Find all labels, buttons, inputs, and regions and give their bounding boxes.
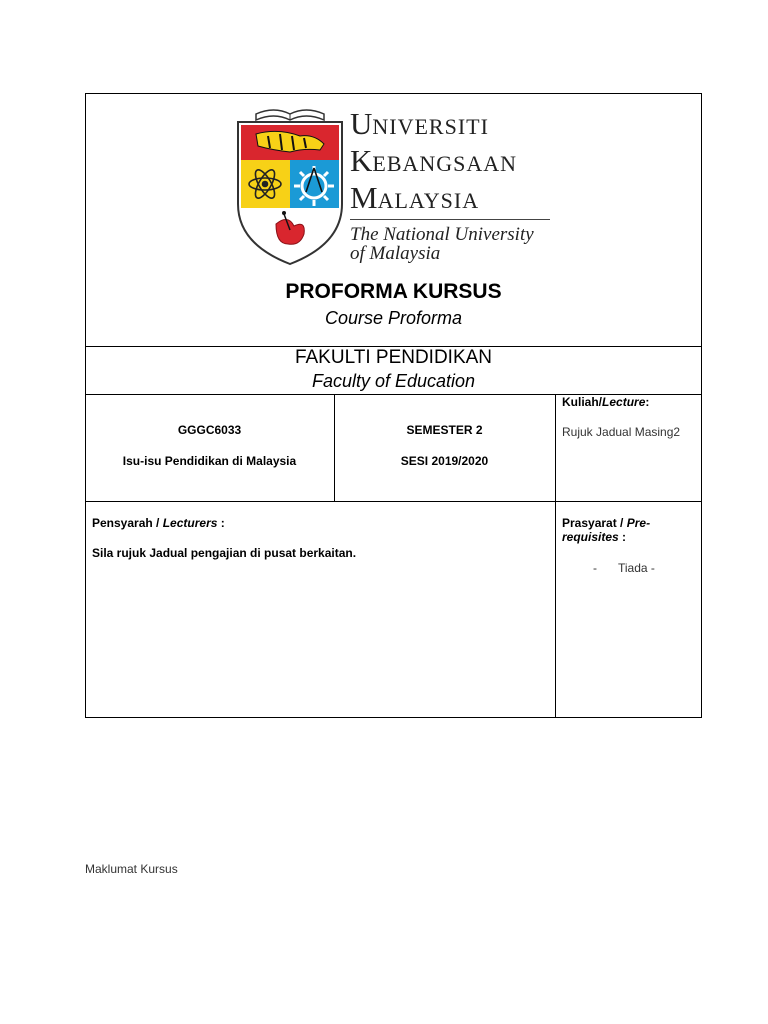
lecturers-value: Sila rujuk Jadual pengajian di pusat berkaitan.: [92, 546, 357, 560]
col-divider-1: [334, 394, 335, 501]
page-title: PROFORMA KURSUS: [285, 280, 502, 303]
course-code: GGGC6033: [177, 423, 242, 437]
prerequisites-label: Prasyarat / Pre-: [562, 516, 651, 530]
prerequisites-value: Tiada -: [618, 561, 655, 575]
lecture-label: Kuliah/Lecture:: [562, 395, 650, 409]
faculty-name-en: Faculty of Education: [311, 371, 476, 391]
university-name-line-1: UNIVERSITI: [350, 106, 489, 141]
course-name: Isu-isu Pendidikan di Malaysia: [122, 454, 297, 468]
university-logo: [234, 104, 554, 272]
lecturers-label: Pensyarah / Lecturers :: [92, 516, 225, 530]
university-name-line-2: KEBANGSAAN: [350, 143, 518, 178]
col-divider-2: [555, 394, 556, 718]
session: SESI 2019/2020: [400, 454, 489, 468]
university-tagline-1: The National University: [350, 224, 534, 245]
prerequisites-dash: -: [593, 561, 597, 575]
university-tagline-2: of Malaysia: [350, 243, 441, 264]
university-crest-icon: [234, 104, 346, 268]
faculty-name: FAKULTI PENDIDIKAN: [294, 347, 493, 368]
semester: SEMESTER 2: [406, 423, 483, 437]
row-divider-course: [85, 501, 702, 502]
prerequisites-label-cont: requisites :: [562, 530, 627, 544]
course-info-heading: Maklumat Kursus: [85, 862, 178, 876]
lecture-value: Rujuk Jadual Masing2: [562, 425, 681, 439]
page-subtitle: Course Proforma: [324, 308, 463, 328]
logo-divider: [350, 219, 550, 220]
university-name-line-3: MALAYSIA: [350, 180, 480, 215]
